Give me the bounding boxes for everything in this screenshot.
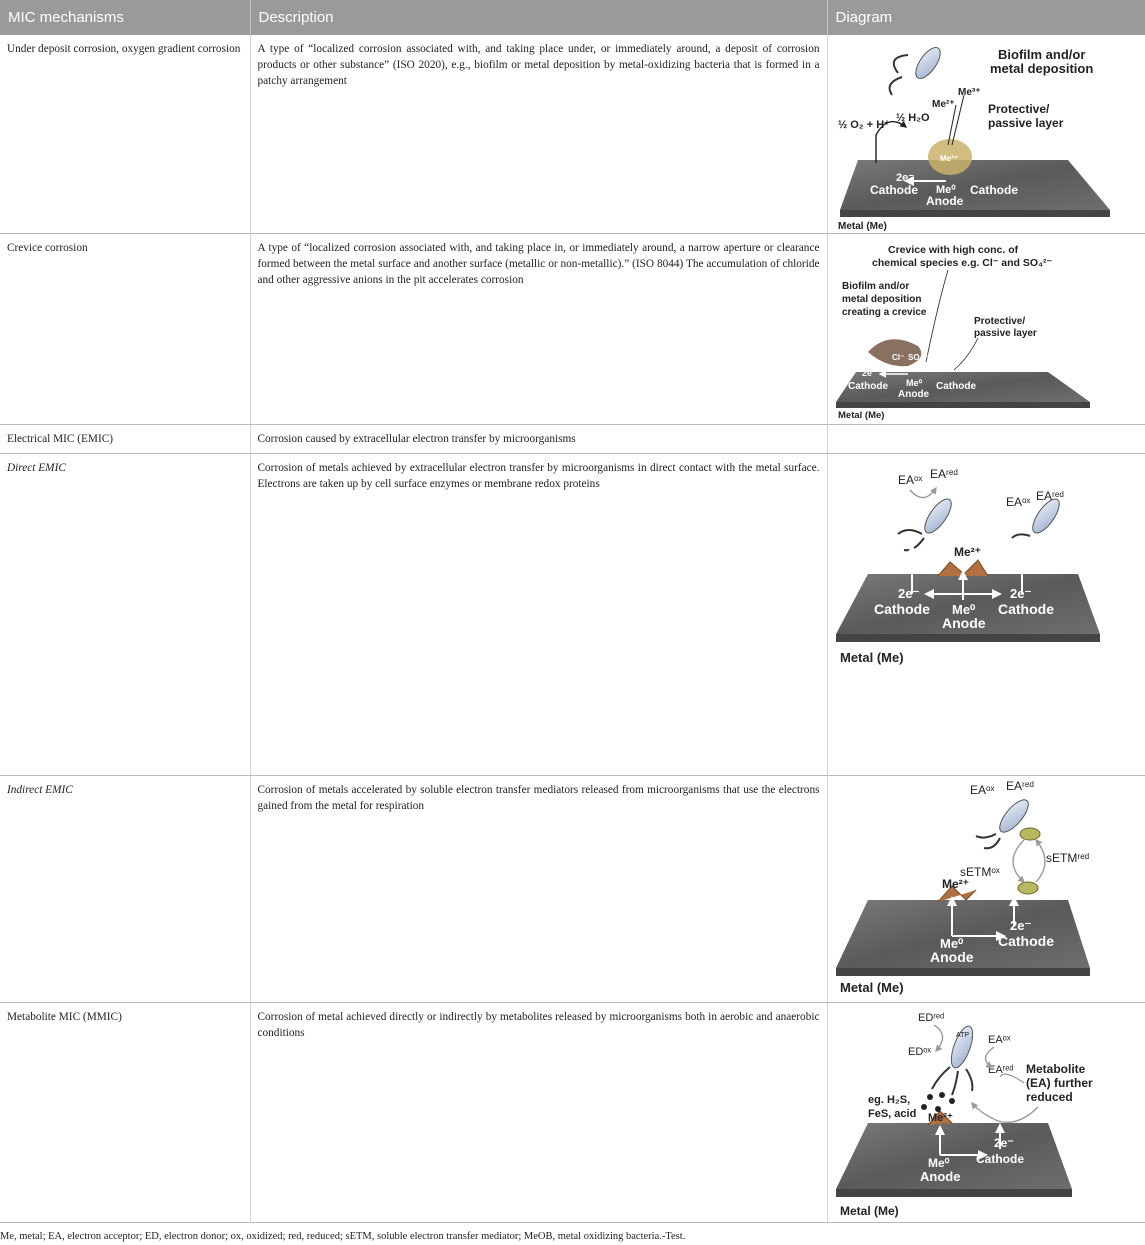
label-electrons-right: 2e⁻ xyxy=(1009,585,1031,601)
table-row xyxy=(0,424,1145,453)
bacterium-icon xyxy=(946,1023,976,1070)
metal-plate-edge xyxy=(840,210,1110,217)
label-metal: Metal (Me) xyxy=(839,649,904,665)
label-passive: passive layer xyxy=(973,327,1037,339)
label-setm-red: sETMʳᵉᵈ xyxy=(1045,850,1089,865)
label-biofilm-2: metal deposition xyxy=(841,293,921,305)
label-cathode: Cathode xyxy=(975,1151,1024,1166)
label-cathode-left: Cathode xyxy=(869,183,918,197)
label-h2o: ½ H₂O xyxy=(895,112,930,124)
label-me0: Me⁰ xyxy=(939,935,963,951)
label-electrons: 2e⁻ xyxy=(1009,917,1031,933)
label-me0: Me⁰ xyxy=(951,601,975,617)
label-cathode: Cathode xyxy=(997,932,1054,949)
header-mechanism: MIC mechanisms xyxy=(0,0,250,35)
label-ea-ox: EAᵒˣ xyxy=(969,782,994,797)
label-ed-red: EDʳᵉᵈ xyxy=(917,1011,944,1024)
table-row xyxy=(0,775,1145,1002)
indirect-emic-diagram xyxy=(828,776,1145,1002)
description-cell: A type of “localized corrosion associated with, and taking place in, or immediately around, a narrow aperture or clearance formed between the metal surface and another surface (metallic or non-metallic).” (ISO 8044) The accumulation of chloride and other aggressive anions in the pit accelerates corrosion xyxy=(250,233,827,424)
label-anode: Anode xyxy=(925,194,963,208)
label-electrons-left: 2e⁻ xyxy=(897,585,919,601)
label-cathode-right: Cathode xyxy=(969,183,1018,197)
mechanism-cell: Under deposit corrosion, oxygen gradient corrosion xyxy=(0,35,250,233)
crevice-diagram xyxy=(828,234,1145,424)
label-metabolite-1: Metabolite xyxy=(1025,1061,1085,1076)
under-deposit-diagram xyxy=(828,35,1145,232)
setm-red-blob xyxy=(1018,882,1038,894)
description-cell: Corrosion of metals accelerated by soluble electron transfer mediators released from microorganisms that use the electrons gained from the metal for respiration xyxy=(250,775,827,1002)
mechanism-cell: Direct EMIC xyxy=(0,453,250,775)
label-eg-2: FeS, acid xyxy=(867,1107,916,1120)
direct-emic-diagram xyxy=(828,454,1145,674)
label-anode: Anode xyxy=(929,948,974,965)
label-me2-surface: Me²⁺ xyxy=(939,154,958,163)
label-ea-ox-2: EAᵒˣ xyxy=(1005,494,1030,509)
label-anode: Anode xyxy=(919,1168,960,1184)
label-cathode-left: Cathode xyxy=(873,600,930,617)
label-metal-deposition: metal deposition xyxy=(989,61,1093,76)
table-row xyxy=(0,453,1145,775)
header-diagram: Diagram xyxy=(827,0,1145,35)
bacterium-icon-left xyxy=(919,495,955,537)
diagram-cell xyxy=(827,775,1145,1002)
label-anode: Anode xyxy=(897,388,929,400)
diagram-cell xyxy=(827,35,1145,233)
mechanism-cell: Metabolite MIC (MMIC) xyxy=(0,1002,250,1222)
description-cell: Corrosion of metals achieved by extracellular electron transfer by microorganisms in direct contact with the metal surface. Electrons are taken up by cell surface enzymes or membrane redox proteins xyxy=(250,453,827,775)
label-me3: Me³⁺ xyxy=(957,87,980,98)
label-crevice-1: Crevice with high conc. of xyxy=(887,243,1018,256)
table-row xyxy=(0,35,1145,233)
label-ea-ox: EAᵒˣ xyxy=(897,472,922,487)
label-metal: Metal (Me) xyxy=(839,979,904,995)
label-ea-red: EAʳᵉᵈ xyxy=(929,466,958,481)
label-metal: Metal (Me) xyxy=(837,221,887,232)
label-ea-red: EAʳᵉᵈ xyxy=(1005,778,1034,793)
diagram-cell xyxy=(827,233,1145,424)
setm-ox-blob xyxy=(1020,828,1040,840)
header-description: Description xyxy=(250,0,827,35)
description-cell: Corrosion of metal achieved directly or indirectly by metabolites released by microorganisms both in aerobic and anaerobic conditions xyxy=(250,1002,827,1222)
label-setm-ox: sETMᵒˣ xyxy=(959,864,1000,879)
label-me0: Me⁰ xyxy=(927,1155,949,1170)
description-cell: A type of “localized corrosion associated with, and taking place under, or immediately around, a deposit of corrosion products or other substance” (ISO 2020), e.g., biofilm or metal deposition by metal-oxidizing bacteria that is formed in a patchy arrangement xyxy=(250,35,827,233)
label-ea-red: EAʳᵉᵈ xyxy=(987,1063,1014,1076)
label-me0: Me⁰ xyxy=(905,377,922,388)
label-biofilm-1: Biofilm and/or xyxy=(841,280,909,292)
mechanism-cell: Crevice corrosion xyxy=(0,233,250,424)
label-cathode-left: Cathode xyxy=(847,380,888,392)
label-ea-red-2: EAʳᵉᵈ xyxy=(1035,488,1064,503)
label-ed-ox: EDᵒˣ xyxy=(907,1045,931,1058)
label-metal: Metal (Me) xyxy=(839,1203,899,1218)
label-crevice-2: chemical species e.g. Cl⁻ and SO₄²⁻ xyxy=(871,256,1052,269)
label-electrons: 2e⁻ xyxy=(861,367,877,378)
label-so4: SO₄²⁻ xyxy=(907,352,930,362)
table-footnote: Me, metal; EA, electron acceptor; ED, electron donor; ox, oxidized; red, reduced; sETM, soluble electron transfer mediator; MeOB, metal oxidizing bacteria.-Test. xyxy=(0,1231,686,1242)
label-cathode-right: Cathode xyxy=(997,600,1054,617)
label-cl: Cl⁻ xyxy=(891,352,904,362)
description-cell: Corrosion caused by extracellular electron transfer by microorganisms xyxy=(250,424,827,453)
label-eg-1: eg. H₂S, xyxy=(867,1093,910,1106)
label-me2: Me²⁺ xyxy=(953,544,981,559)
label-metal: Metal (Me) xyxy=(837,409,884,421)
label-metabolite-3: reduced xyxy=(1025,1089,1073,1104)
label-biofilm: Biofilm and/or xyxy=(997,47,1085,62)
label-passive-layer: passive layer xyxy=(987,116,1063,130)
label-protective: Protective/ xyxy=(987,102,1049,116)
diagram-cell xyxy=(827,1002,1145,1222)
table-row xyxy=(0,1002,1145,1222)
label-me2: Me²⁺ xyxy=(931,99,954,110)
bacterium-icon xyxy=(911,44,945,83)
label-atp: ATP xyxy=(955,1031,969,1039)
label-me2: Me²⁺ xyxy=(941,876,969,891)
label-o2: ½ O₂ + H⁺ xyxy=(837,119,890,131)
table-row xyxy=(0,233,1145,424)
label-ea-ox: EAᵒˣ xyxy=(987,1033,1010,1046)
label-electrons: 2e⁻ xyxy=(895,172,914,184)
table-header-row xyxy=(0,0,1145,35)
label-anode: Anode xyxy=(941,614,986,631)
label-electrons: 2e⁻ xyxy=(993,1135,1014,1150)
diagram-cell xyxy=(827,424,1145,453)
mechanism-cell: Indirect EMIC xyxy=(0,775,250,1002)
label-protective: Protective/ xyxy=(973,315,1025,327)
diagram-cell xyxy=(827,453,1145,775)
label-cathode-right: Cathode xyxy=(935,380,976,392)
label-me2: Me²⁺ xyxy=(927,1111,953,1124)
label-metabolite-2: (EA) further xyxy=(1025,1075,1093,1090)
label-me0: Me⁰ xyxy=(935,184,956,196)
mechanism-cell: Electrical MIC (EMIC) xyxy=(0,424,250,453)
label-biofilm-3: creating a crevice xyxy=(841,306,926,318)
metabolite-mic-diagram xyxy=(828,1003,1145,1222)
